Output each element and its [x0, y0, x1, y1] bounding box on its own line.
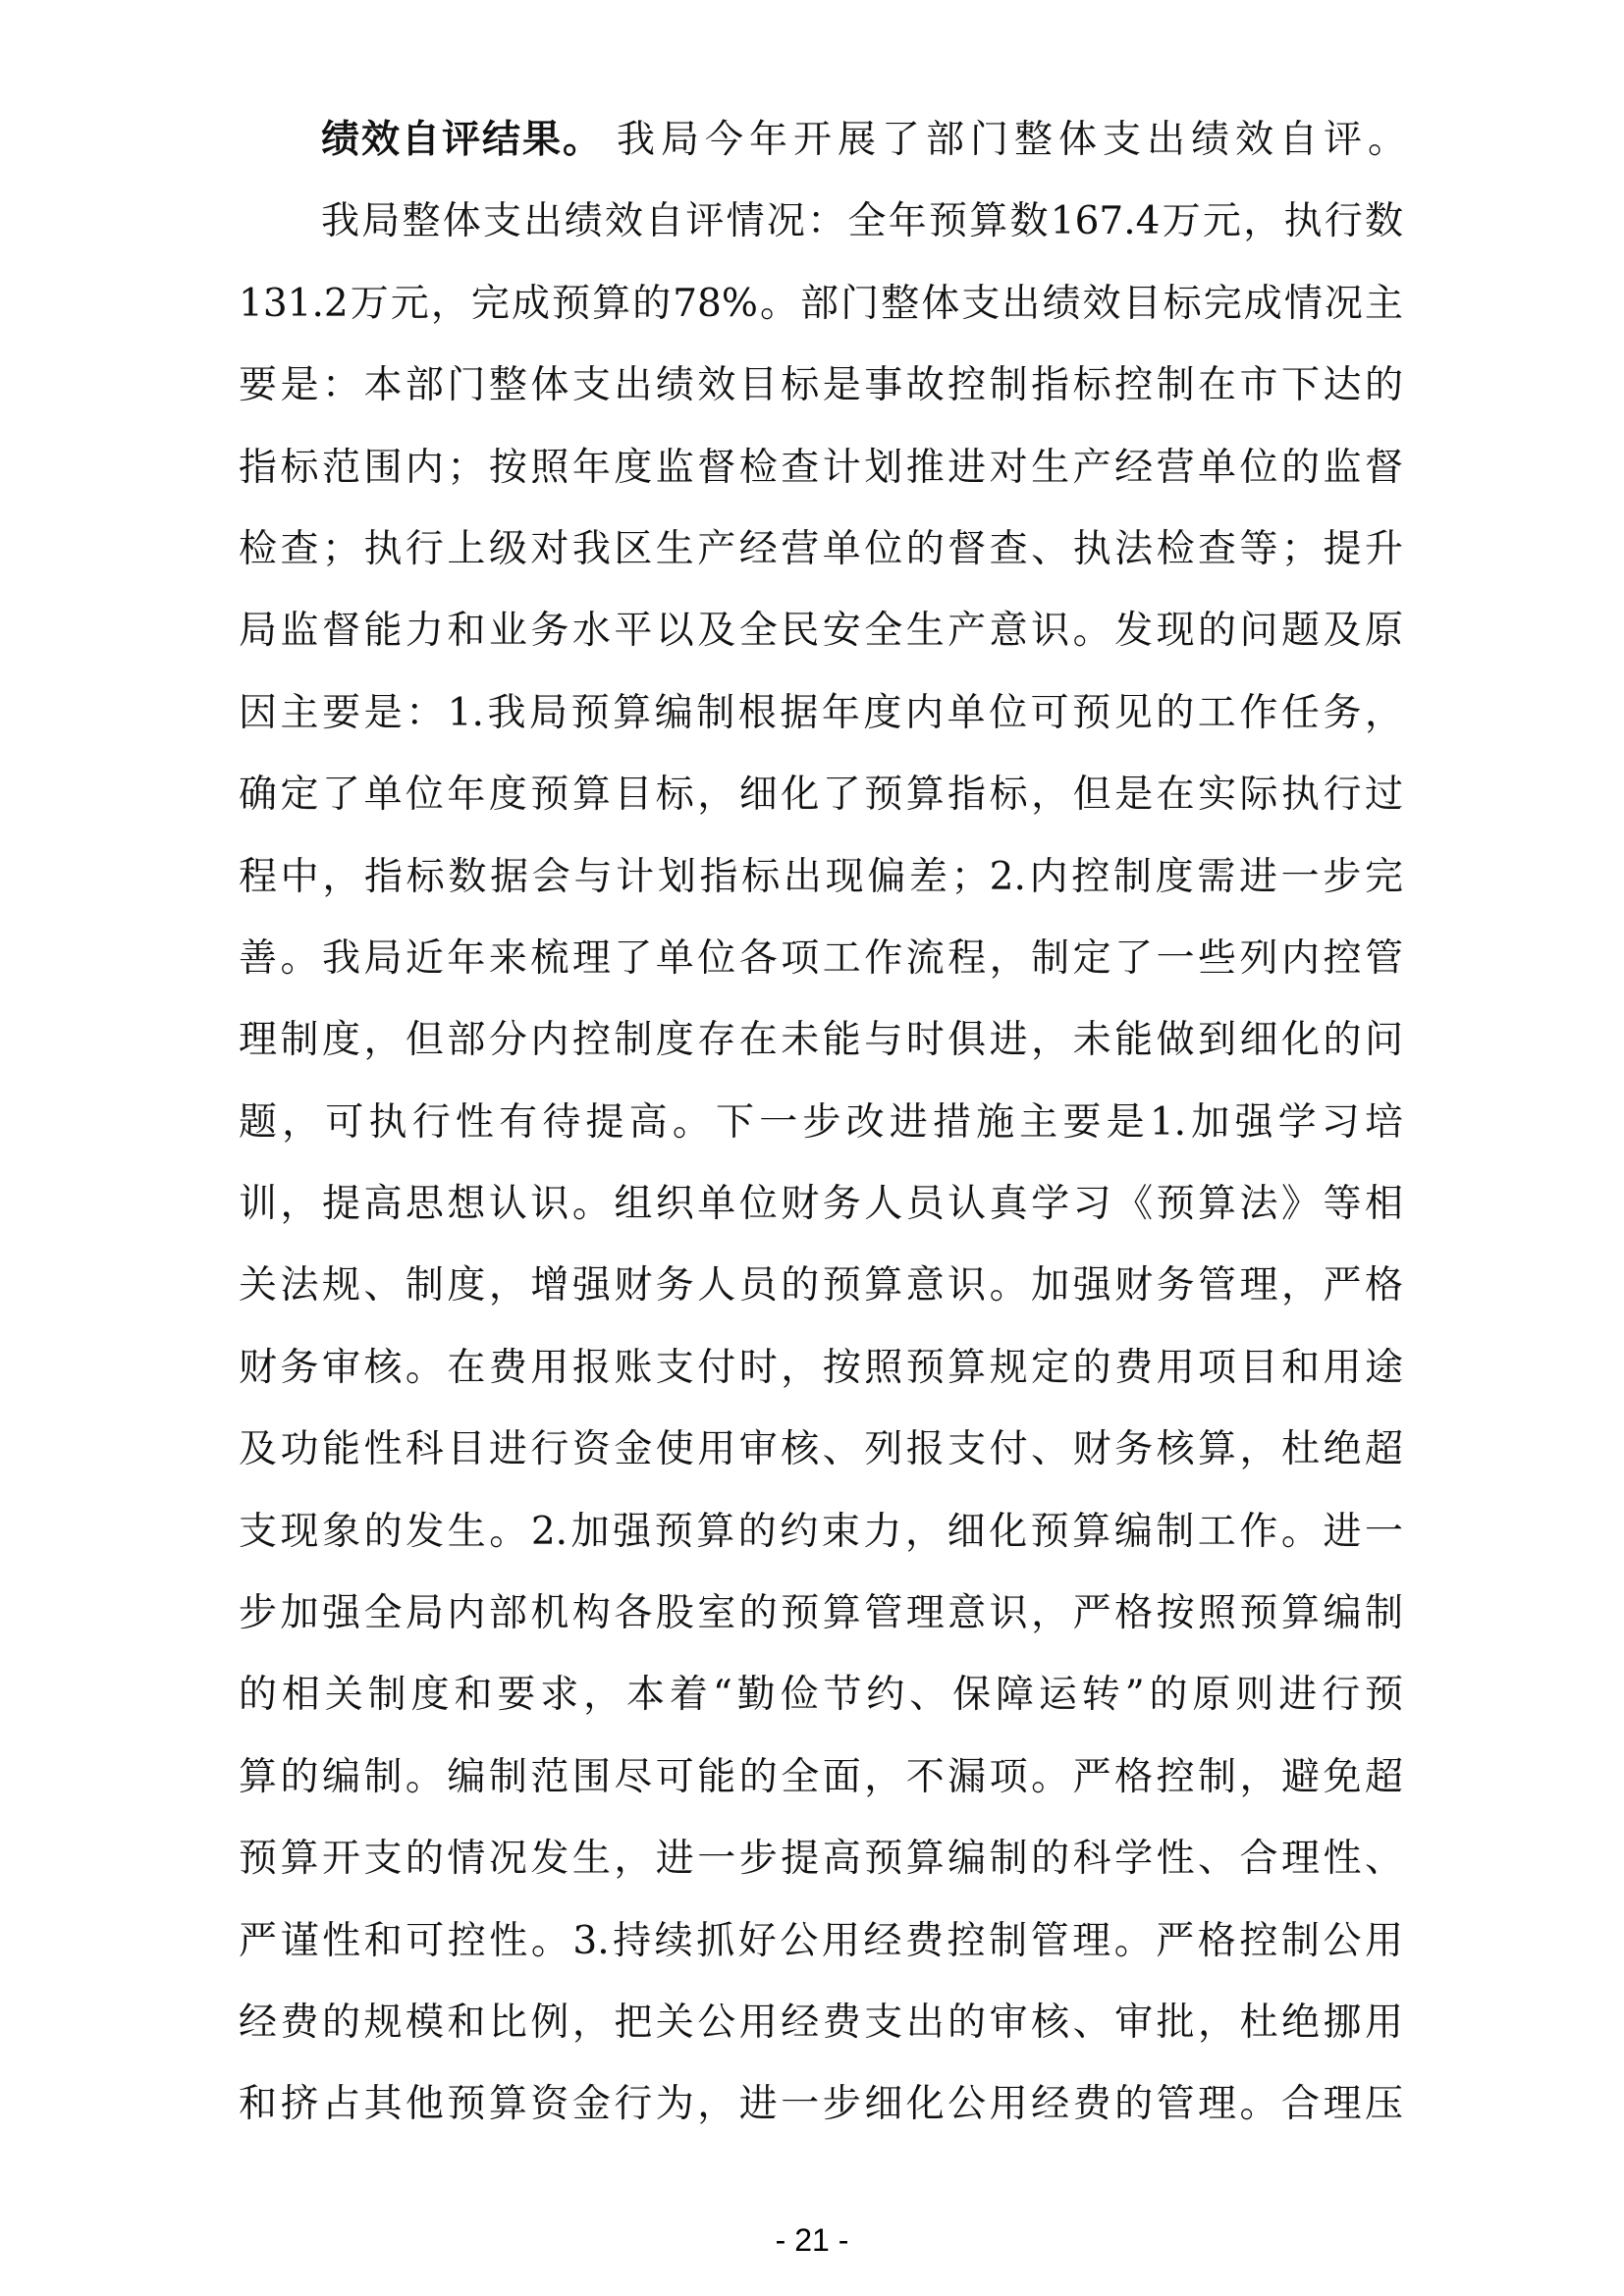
heading-line — [239, 110, 1413, 191]
paragraph-line: 训，提高思想认识。组织单位财务人员认真学习《预算法》等相 — [239, 1182, 1403, 1227]
heading-text: 我局今年开展了部门整体支出绩效自评。 — [617, 118, 1413, 162]
paragraph-line: 程中，指标数据会与计划指标出现偏差；2.内控制度需进一步完 — [239, 854, 1403, 899]
paragraph-line: 确定了单位年度预算目标，细化了预算指标，但是在实际执行过 — [239, 773, 1403, 818]
paragraph-line: 善。我局近年来梳理了单位各项工作流程，制定了一些列内控管 — [239, 935, 1403, 981]
paragraph-line: 支现象的发生。2.加强预算的约束力，细化预算编制工作。进一 — [239, 1509, 1403, 1554]
section-heading: 绩效自评结果。 — [321, 118, 604, 162]
paragraph-line: 财务审核。在费用报账支付时，按照预算规定的费用项目和用途 — [239, 1345, 1403, 1390]
paragraph-line: 预算开支的情况发生，进一步提高预算编制的科学性、合理性、 — [239, 1837, 1403, 1882]
paragraph-line: 局监督能力和业务水平以及全民安全生产意识。发现的问题及原 — [239, 609, 1403, 654]
paragraph-line: 检查；执行上级对我区生产经营单位的督查、执法检查等；提升 — [239, 526, 1403, 571]
paragraph-line: 我局整体支出绩效自评情况：全年预算数167.4万元，执行数 — [321, 199, 1403, 244]
paragraph-line: 要是：本部门整体支出绩效目标是事故控制指标控制在市下达的 — [239, 363, 1403, 408]
paragraph-line: 及功能性科目进行资金使用审核、列报支付、财务核算，杜绝超 — [239, 1427, 1403, 1472]
paragraph-line: 步加强全局内部机构各股室的预算管理意识，严格按照预算编制 — [239, 1591, 1403, 1636]
paragraph-line: 131.2万元，完成预算的78%。部门整体支出绩效目标完成情况主 — [239, 281, 1403, 326]
paragraph-line: 关法规、制度，增强财务人员的预算意识。加强财务管理，严格 — [239, 1263, 1403, 1308]
paragraph-line: 的相关制度和要求，本着“勤俭节约、保障运转”的原则进行预 — [239, 1673, 1403, 1718]
paragraph-line: 严谨性和可控性。3.持续抓好公用经费控制管理。严格控制公用 — [239, 1918, 1403, 1963]
paragraph-line: 因主要是：1.我局预算编制根据年度内单位可预见的工作任务， — [239, 690, 1403, 735]
paragraph-line: 理制度，但部分内控制度存在未能与时俱进，未能做到细化的问 — [239, 1018, 1403, 1063]
paragraph-line: 和挤占其他预算资金行为，进一步细化公用经费的管理。合理压 — [239, 2082, 1403, 2127]
paragraph-line: 指标范围内；按照年度监督检查计划推进对生产经营单位的监督 — [239, 445, 1403, 490]
paragraph-line: 算的编制。编制范围尽可能的全面，不漏项。严格控制，避免超 — [239, 1754, 1403, 1799]
document-body — [239, 110, 1413, 2157]
page-number: - 21 - — [775, 2222, 849, 2258]
paragraph-line: 题，可执行性有待提高。下一步改进措施主要是1.加强学习培 — [239, 1099, 1403, 1145]
paragraph-line: 经费的规模和比例，把关公用经费支出的审核、审批，杜绝挪用 — [239, 2000, 1403, 2045]
